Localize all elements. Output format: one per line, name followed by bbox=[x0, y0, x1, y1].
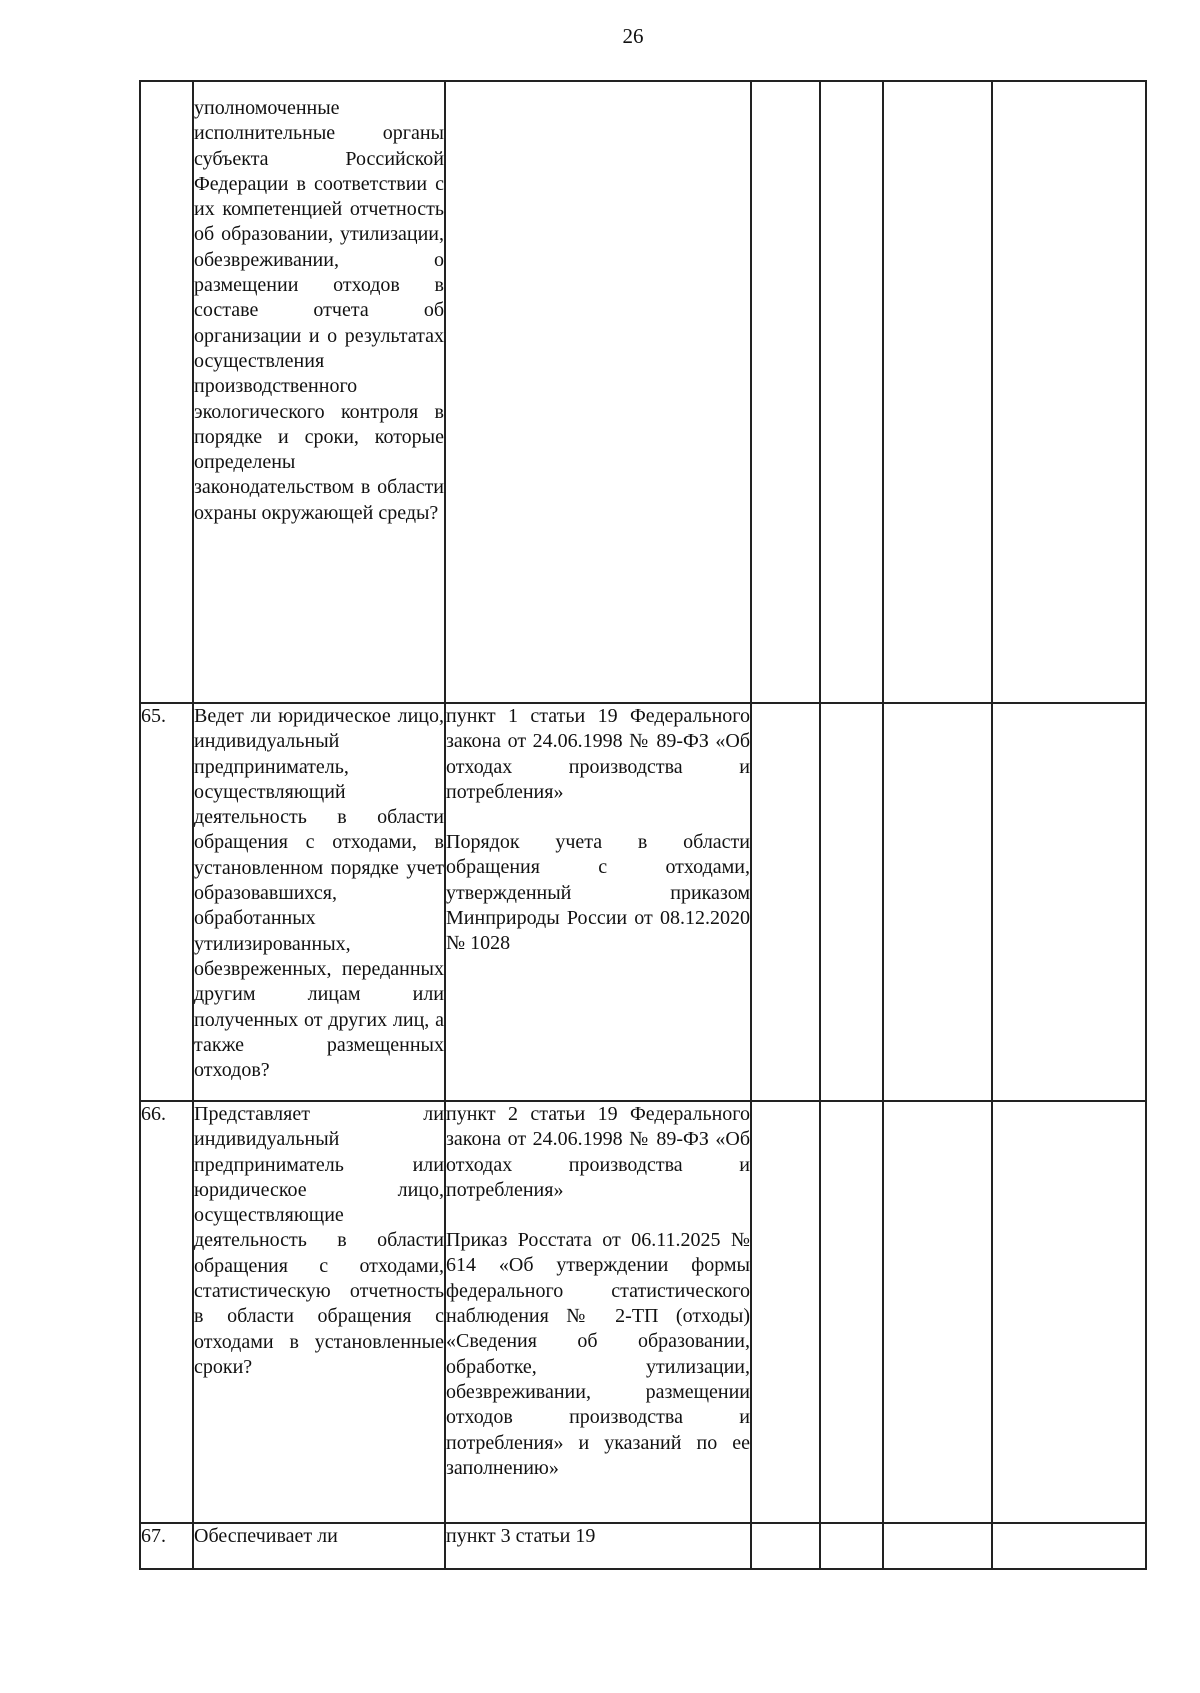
table-row bbox=[140, 81, 1146, 703]
table-row bbox=[140, 1523, 1146, 1569]
note-cell bbox=[992, 1523, 1146, 1569]
page-number: 26 bbox=[622, 24, 644, 48]
legal-reference: пункт 3 статьи 19 bbox=[446, 1525, 596, 1547]
legal-reference: пункт 2 статьи 19 Федерального закона от 24.06.1998 № 89-ФЗ «Об отходах производства и потребления» bbox=[446, 1103, 750, 1201]
note-cell bbox=[992, 703, 1146, 1101]
table-row bbox=[140, 1101, 1146, 1523]
checklist-table bbox=[139, 80, 1147, 1570]
item-number: 65. bbox=[140, 703, 193, 1101]
item-number bbox=[140, 81, 193, 703]
question-cell bbox=[193, 1523, 445, 1569]
question-text: Обеспечивает ли bbox=[194, 1525, 338, 1547]
question-text: Представляет ли индивидуальный предприниматель или юридическое лицо, осуществляющие деятельность в области обращения с отходами, статистическую отчетность в области обращения с отходами в установленные сроки? bbox=[194, 1103, 444, 1378]
answer-no-cell bbox=[820, 703, 883, 1101]
question-cell bbox=[193, 81, 445, 703]
answer-yes-cell bbox=[751, 703, 820, 1101]
legal-reference-cell bbox=[445, 81, 751, 703]
answer-yes-cell bbox=[751, 1101, 820, 1523]
question-text: уполномоченные исполнительные органы субъекта Российской Федерации в соответствии с их компетенцией отчетность об образовании, утилизации, обезвреживании, о размещении отходов в составе отчета об организации и о результатах осуществления производственного экологического контроля в порядке и сроки, которые определены законодательством в области охраны окружающей среды? bbox=[194, 97, 444, 524]
question-cell bbox=[193, 1101, 445, 1523]
question-text: Ведет ли юридическое лицо, индивидуальный предприниматель, осуществляющий деятельность в области обращения с отходами, в установленном порядке учет образовавшихся, обработанных утилизированных, обезвреженных, переданных другим лицам или полученных от других лиц, а также размещенных отходов? bbox=[194, 705, 444, 1082]
answer-yes-cell bbox=[751, 81, 820, 703]
answer-no-cell bbox=[820, 1523, 883, 1569]
item-number: 66. bbox=[140, 1101, 193, 1523]
legal-reference-cell bbox=[445, 1523, 751, 1569]
answer-na-cell bbox=[883, 703, 992, 1101]
answer-no-cell bbox=[820, 1101, 883, 1523]
legal-reference: Приказ Росстата от 06.11.2025 № 614 «Об утверждении формы федерального статистического наблюдения № 2-ТП (отходы) «Сведения об образовании, обработке, утилизации, обезвреживании, размещении отходов производства и потребления» и указаний по ее заполнению» bbox=[446, 1229, 750, 1479]
question-cell bbox=[193, 703, 445, 1101]
answer-na-cell bbox=[883, 1101, 992, 1523]
item-number: 67. bbox=[140, 1523, 193, 1569]
answer-yes-cell bbox=[751, 1523, 820, 1569]
legal-reference: пункт 1 статьи 19 Федерального закона от 24.06.1998 № 89-ФЗ «Об отходах производства и потребления» bbox=[446, 705, 750, 803]
answer-na-cell bbox=[883, 81, 992, 703]
table-row bbox=[140, 703, 1146, 1101]
legal-reference-cell bbox=[445, 1101, 751, 1523]
legal-reference-cell bbox=[445, 703, 751, 1101]
answer-na-cell bbox=[883, 1523, 992, 1569]
answer-no-cell bbox=[820, 81, 883, 703]
note-cell bbox=[992, 81, 1146, 703]
note-cell bbox=[992, 1101, 1146, 1523]
legal-reference: Порядок учета в области обращения с отходами, утвержденный приказом Минприроды России от 08.12.2020 № 1028 bbox=[446, 831, 750, 955]
